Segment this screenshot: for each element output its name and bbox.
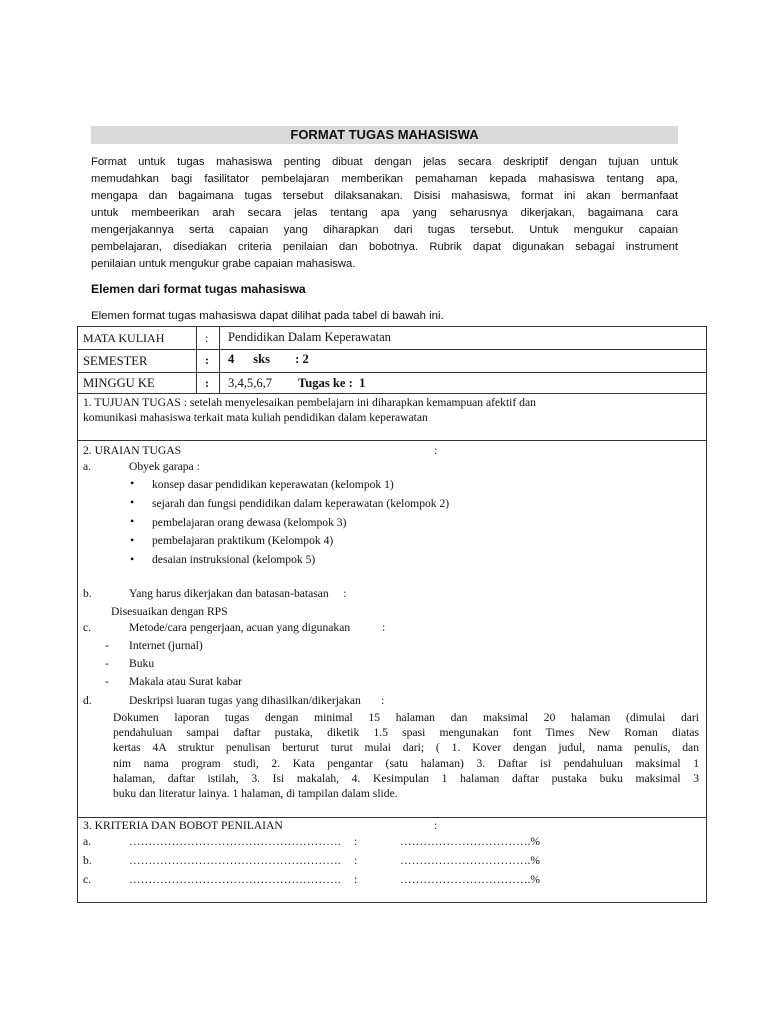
kriteria-dots: ………………………………………………. [129,873,341,886]
row-divider [77,372,707,373]
bullet-item: sejarah dan fungsi pendidikan dalam keperawatan (kelompok 2) [152,497,450,510]
row-divider [77,817,707,818]
column-divider [196,326,197,393]
batasan-label: Yang harus dikerjakan dan batasan-batasan : [129,587,347,600]
dash: - [105,657,109,670]
bullet-icon: • [130,514,135,528]
dash: - [105,639,109,652]
metode-item: Makala atau Surat kabar [129,675,242,688]
kriteria-value: …………………………….% [400,873,541,886]
intro-line: pembelajaran, disediakan criteria penilaian dan bobotnya. Rubrik dapat digunakan sebagai instrument [91,241,678,253]
kriteria-value: …………………………….% [400,835,541,848]
dash: - [105,675,109,688]
kriteria-letter: b. [83,854,92,867]
deskripsi-line: halaman, daftar istilah, 3. Isi makalah, 4. Kesimpulan 1 halaman daftar pustaka buku maksimal 3 [113,771,699,785]
row-divider [77,440,707,441]
row-divider [77,349,707,350]
kriteria-letter: c. [83,873,92,886]
value-minggu-ke: 3,4,5,6,7 [228,376,273,390]
colon: : [434,444,438,457]
item-letter: b. [83,587,92,600]
colon: : [205,376,209,390]
metode-label: Metode/cara pengerjaan, acuan yang digunakan : [129,621,386,634]
deskripsi-line: Dokumen laporan tugas dengan minimal 15 halaman dan maksimal 20 halaman (dimulai dari [113,711,699,724]
item-letter: c. [83,621,92,634]
bullet-item: pembelajaran orang dewasa (kelompok 3) [152,516,347,529]
colon: : [354,835,358,848]
value-mata-kuliah: Pendidikan Dalam Keperawatan [228,330,391,344]
item-letter: a. [83,460,92,473]
tujuan-line: komunikasi mahasiswa terkait mata kuliah pendidikan dalam keperawatan [83,411,428,424]
deskripsi-label: Deskripsi luaran tugas yang dihasilkan/dikerjakan : [129,694,385,707]
deskripsi-line: buku dan literatur lainya. 1 halaman, di tampilan dalam slide. [113,787,398,801]
deskripsi-line: pendahuluan sampai daftar pustaka, diketik 1.5 spasi mengunakan font Times New Roman diatas [113,726,699,740]
document-title: FORMAT TUGAS MAHASISWA [91,126,678,144]
intro-line: memudahkan bagi fasilitator pembelajaran memberikan pemahaman kepada mahasiswa tentang apa, [91,173,678,185]
intro-paragraph [91,154,678,273]
bullet-item: desaian instruksional (kelompok 5) [152,553,316,566]
label-minggu-ke: MINGGU KE [83,376,155,390]
bullet-item: pembelajaran praktikum (Kelompok 4) [152,534,334,547]
colon: : [434,819,438,832]
kriteria-dots: ………………………………………………. [129,854,341,867]
section-heading: Elemen dari format tugas mahasiswa [91,282,306,296]
kriteria-dots: ………………………………………………. [129,835,341,848]
colon: : [205,331,209,345]
intro-line: untuk membeerikan arah secara jelas tentang apa yang seharusnya dikerjakan, bagaimana cara [91,207,678,219]
colon: : [354,873,358,886]
column-divider [219,326,220,393]
obyek-label: Obyek garapa : [129,460,200,473]
intro-line: penilaian untuk mengukur grabe capaian mahasiswa. [91,258,356,270]
bullet-icon: • [130,476,135,490]
colon: : [354,854,358,867]
colon: : [205,353,209,367]
table-note: Elemen format tugas mahasiswa dapat dilihat pada tabel di bawah ini. [91,310,444,322]
deskripsi-line: nim nama program studi, 2. Kata pengantar (satu halaman) 3. Daftar isi pendahuluan maksimal 1 [113,756,699,770]
tujuan-line: 1. TUJUAN TUGAS : setelah menyelesaikan pembelajarn ini diharapkan kemampuan afektif dan [83,396,536,409]
deskripsi-paragraph [113,710,699,801]
deskripsi-line: kertas 4A struktur penulisan berturut turut mulai dari; ( 1. Kover dengan judul, nama penulis, dan [113,741,699,755]
bullet-item: konsep dasar pendidikan keperawatan (kelompok 1) [152,478,394,491]
intro-line: mengerjakannya serta capaian yang diharapkan dari tugas tersebut. Untuk mengukur capaian [91,224,678,236]
intro-line: mengapa dan bagaimana tugas tersebut dilaksanakan. Disisi mahasiswa, format ini akan bermanfaat [91,190,678,202]
batasan-value: Disesuaikan dengan RPS [111,605,228,618]
bullet-icon: • [130,495,135,509]
metode-item: Internet (jurnal) [129,639,203,652]
kriteria-value: …………………………….% [400,854,541,867]
value-semester: 4 sks : 2 [228,352,309,366]
kriteria-heading: 3. KRITERIA DAN BOBOT PENILAIAN [83,819,283,832]
row-divider [77,393,707,394]
metode-item: Buku [129,657,155,670]
intro-line: Format untuk tugas mahasiswa penting dibuat dengan jelas secara deskriptif dengan tujuan untuk [91,156,678,168]
bullet-icon: • [130,552,135,566]
item-letter: d. [83,694,92,707]
label-mata-kuliah: MATA KULIAH [83,331,165,345]
value-tugas-ke: Tugas ke : 1 [298,376,366,390]
label-semester: SEMESTER [83,354,148,368]
uraian-heading: 2. URAIAN TUGAS [83,444,182,457]
bullet-icon: • [130,533,135,547]
kriteria-letter: a. [83,835,92,848]
